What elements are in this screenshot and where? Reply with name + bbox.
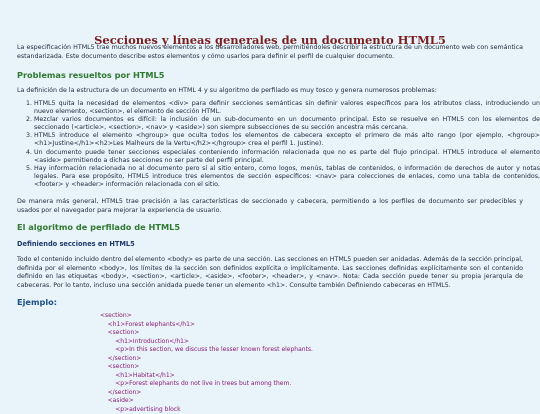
list-item: 2. Mezclar varios documentos es difícil: la inclusión de un sub-documento en un documento principal. Esto se resuelve en HTML5 con los elementos de seccionado (<article>, <section>, <nav> y <aside>) son siempre subsecciones de su sección ancestra más cercana. (34, 116, 540, 132)
page-title: Secciones y líneas generales de un documento HTML5 (0, 33, 540, 47)
code-line: </section> (100, 355, 313, 364)
code-line: <h1>Habitat</h1> (100, 372, 313, 381)
code-line: <section> (100, 363, 313, 372)
problems-list (17, 100, 540, 189)
code-line: </section> (100, 389, 313, 398)
defining-sections-paragraph: Todo el contenido incluido dentro del elemento <body> es parte de una sección. Las secciones en HTML5 pueden ser anidadas. Además de la sección principal, definida por el elemento <body>, los límites de la sección son definidos explícita o implícitamente. Las secciones definidas explícitamente son el contenido definido en las etiquetas <body>, <section>, <article>, <aside>, <footer>, <header>, y <nav>. Nota: Cada sección puede tener su propia jerarquía de cabeceras. Por lo tanto, incluso una sección anidada puede tener un elemento <h1>. Consulte también Definiendo cabeceras en HTML5. (17, 256, 523, 291)
list-item: 4. Un documento puede tener secciones especiales conteniendo información relacionada que no es parte del flujo principal. HTML5 introduce el elemento <aside> permitiendo a dichas secciones no ser parte del perfil principal. (34, 149, 540, 165)
code-line: <p>In this section, we discuss the lesser known forest elephants. (100, 346, 313, 355)
code-line: <h1>Forest elephants</h1> (100, 321, 313, 330)
problems-lead-paragraph: La definición de la estructura de un documento en HTML 4 y su algoritmo de perfilado es muy tosco y genera numerosos problemas: (17, 87, 523, 96)
list-item: 1. HTML5 quita la necesidad de elementos <div> para definir secciones semánticas sin definir valores específicos para los atributos class, introduciendo un nuevo elemento, <section>, el elemento de sección HTML. (34, 100, 540, 116)
list-item: 3. HTML5 introduce el elemento <hgroup> que oculta todos los elementos de cabecera excepto el primero de más alto rango (por ejemplo, <hgroup><h1>Justine</h1><h2>Les Malheurs de la Vertu</h2></hgroup> crea el perfil 1. Justine). (34, 132, 540, 148)
code-line: <aside> (100, 397, 313, 406)
code-line: <h1>Introduction</h1> (100, 338, 313, 347)
code-example (100, 312, 313, 414)
code-line: <section> (100, 312, 313, 321)
code-line: <p>advertising block (100, 406, 313, 414)
code-line: <p>Forest elephants do not live in trees but among them. (100, 380, 313, 389)
subheading-defining-sections: Definiendo secciones en HTML5 (17, 240, 135, 248)
example-heading: Ejemplo: (17, 297, 57, 307)
section-heading-algorithm: El algoritmo de perfilado de HTML5 (17, 222, 180, 232)
list-item: 5. Hay información relacionada no al documento pero sí al sitio entero, como logos, menús, tablas de contenidos, o información de derechos de autor y notas legales. Para ese propósito, HTML5 introduce tres elementos de sección específicos: <nav> para colecciones de enlaces, como una tabla de contenidos, <footer> y <header> información relacionada con el sitio. (34, 165, 540, 189)
closing-paragraph: De manera más general, HTML5 trae precisión a las características de seccionado y cabecera, permitiendo a los perfiles de documento ser predecibles y usados por el navegador para mejorar la experiencia de usuario. (17, 198, 523, 215)
code-line: <section> (100, 329, 313, 338)
intro-paragraph: La especificación HTML5 trae muchos nuevos elementos a los desarrolladores web, permitiéndoles describir la estructura de un documento web con semántica estandarizada. Este documento describe estos elementos y cómo usarlos para definir el perfil de cualquier documento. (17, 44, 523, 61)
section-heading-problems: Problemas resueltos por HTML5 (17, 70, 164, 80)
